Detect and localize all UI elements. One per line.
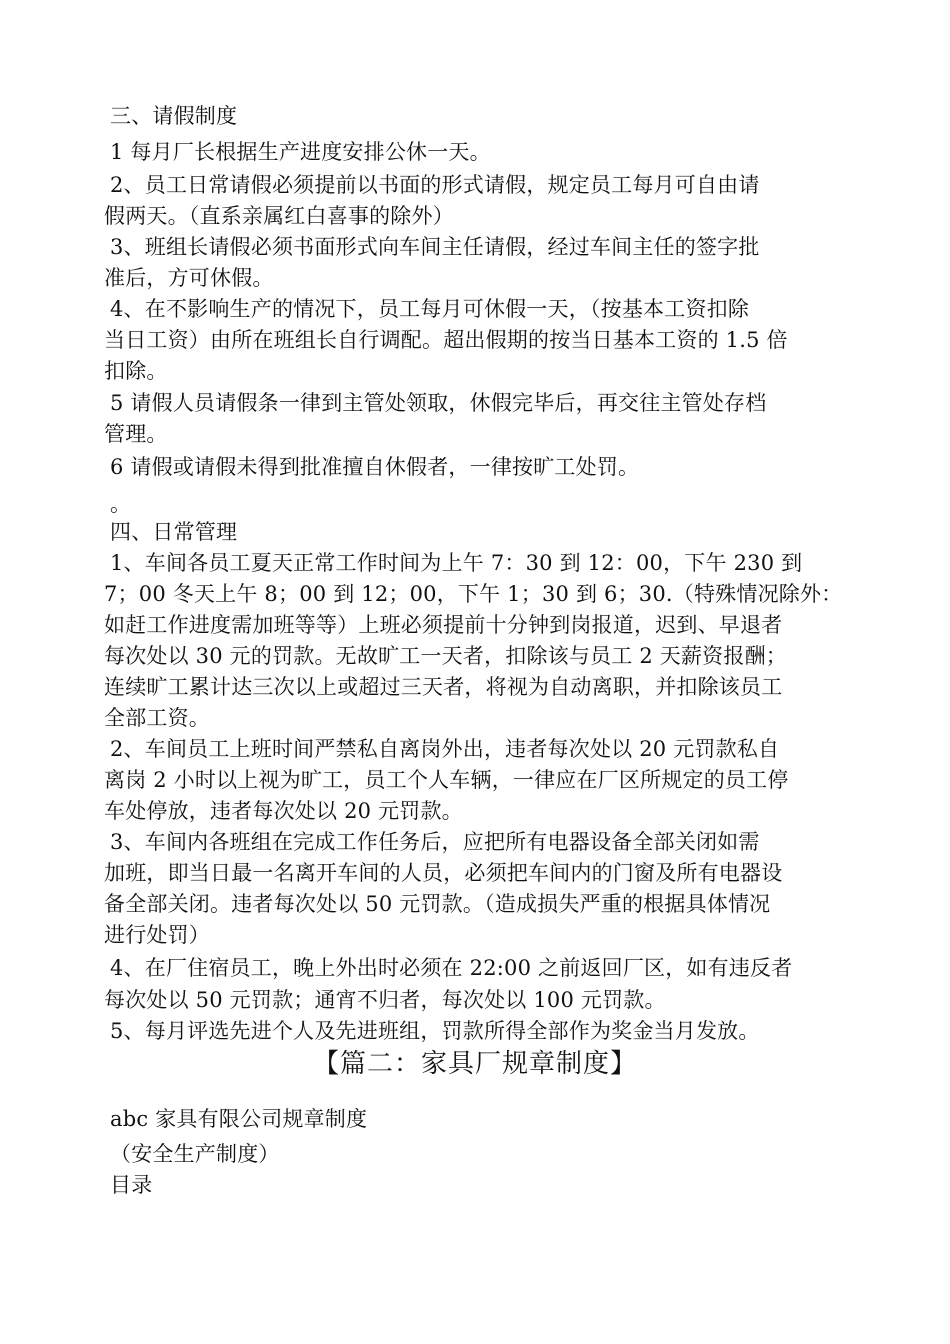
text-line: 4、在不影响生产的情况下，员工每月可休假一天，（按基本工资扣除	[110, 297, 750, 321]
text-line: 每次处以 30 元的罚款。无故旷工一天者，扣除该与员工 2 天薪资报酬；	[104, 644, 787, 668]
chapter-title: 【篇二：家具厂规章制度】	[312, 1049, 637, 1079]
text-line: 全部工资。	[104, 706, 210, 730]
text-line: 7；00 冬天上午 8；00 到 12；00，下午 1；30 到 6；30.（特殊情况除外：	[104, 582, 843, 606]
text-line: 进行处罚）	[104, 923, 210, 947]
text-line: 扣除。	[104, 359, 168, 383]
text-line: 准后，方可休假。	[104, 266, 274, 290]
text-line: 备全部关闭。违者每次处以 50 元罚款。（造成损失严重的根据具体情况	[104, 892, 771, 916]
text-line: 5、每月评选先进个人及先进班组，罚款所得全部作为奖金当月发放。	[110, 1019, 760, 1043]
text-line: 4、在厂住宿员工，晚上外出时必须在 22:00 之前返回厂区，如有违反者	[110, 956, 793, 980]
table-of-contents-heading: 目录	[110, 1173, 153, 1197]
text-line: 。	[110, 492, 132, 516]
text-line: 车处停放，违者每次处以 20 元罚款。	[104, 799, 463, 823]
text-line: 6 请假或请假未得到批准擅自休假者，一律按旷工处罚。	[110, 455, 640, 479]
text-line: 如赶工作进度需加班等等）上班必须提前十分钟到岗报道，迟到、早退者	[104, 613, 783, 637]
subtitle-safety-production: （安全生产制度）	[110, 1142, 280, 1166]
text-line: 离岗 2 小时以上视为旷工，员工个人车辆，一律应在厂区所规定的员工停	[104, 768, 789, 792]
text-line: 2、车间员工上班时间严禁私自离岗外出，违者每次处以 20 元罚款私自	[110, 737, 780, 761]
section-heading-leave: 三、请假制度	[110, 104, 238, 128]
text-line: 假两天。（直系亲属红白喜事的除外）	[104, 204, 454, 228]
text-line: 每次处以 50 元罚款；通宵不归者，每次处以 100 元罚款。	[104, 988, 666, 1012]
text-line: 3、班组长请假必须书面形式向车间主任请假，经过车间主任的签字批	[110, 235, 760, 259]
text-line: 管理。	[104, 422, 168, 446]
text-line: 1、车间各员工夏天正常工作时间为上午 7：30 到 12：00，下午 230 到	[110, 551, 803, 575]
text-line: 1 每月厂长根据生产进度安排公休一天。	[110, 140, 491, 164]
company-rules-title: abc 家具有限公司规章制度	[110, 1107, 368, 1131]
text-line: 当日工资）由所在班组长自行调配。超出假期的按当日基本工资的 1.5 倍	[104, 328, 788, 352]
text-line: 加班，即当日最一名离开车间的人员，必须把车间内的门窗及所有电器设	[104, 861, 783, 885]
section-heading-daily: 四、日常管理	[110, 520, 238, 544]
text-line: 5 请假人员请假条一律到主管处领取，休假完毕后，再交往主管处存档	[110, 391, 767, 415]
text-line: 连续旷工累计达三次以上或超过三天者，将视为自动离职，并扣除该员工	[104, 675, 783, 699]
text-line: 2、员工日常请假必须提前以书面的形式请假，规定员工每月可自由请	[110, 173, 760, 197]
text-line: 3、车间内各班组在完成工作任务后，应把所有电器设备全部关闭如需	[110, 830, 760, 854]
